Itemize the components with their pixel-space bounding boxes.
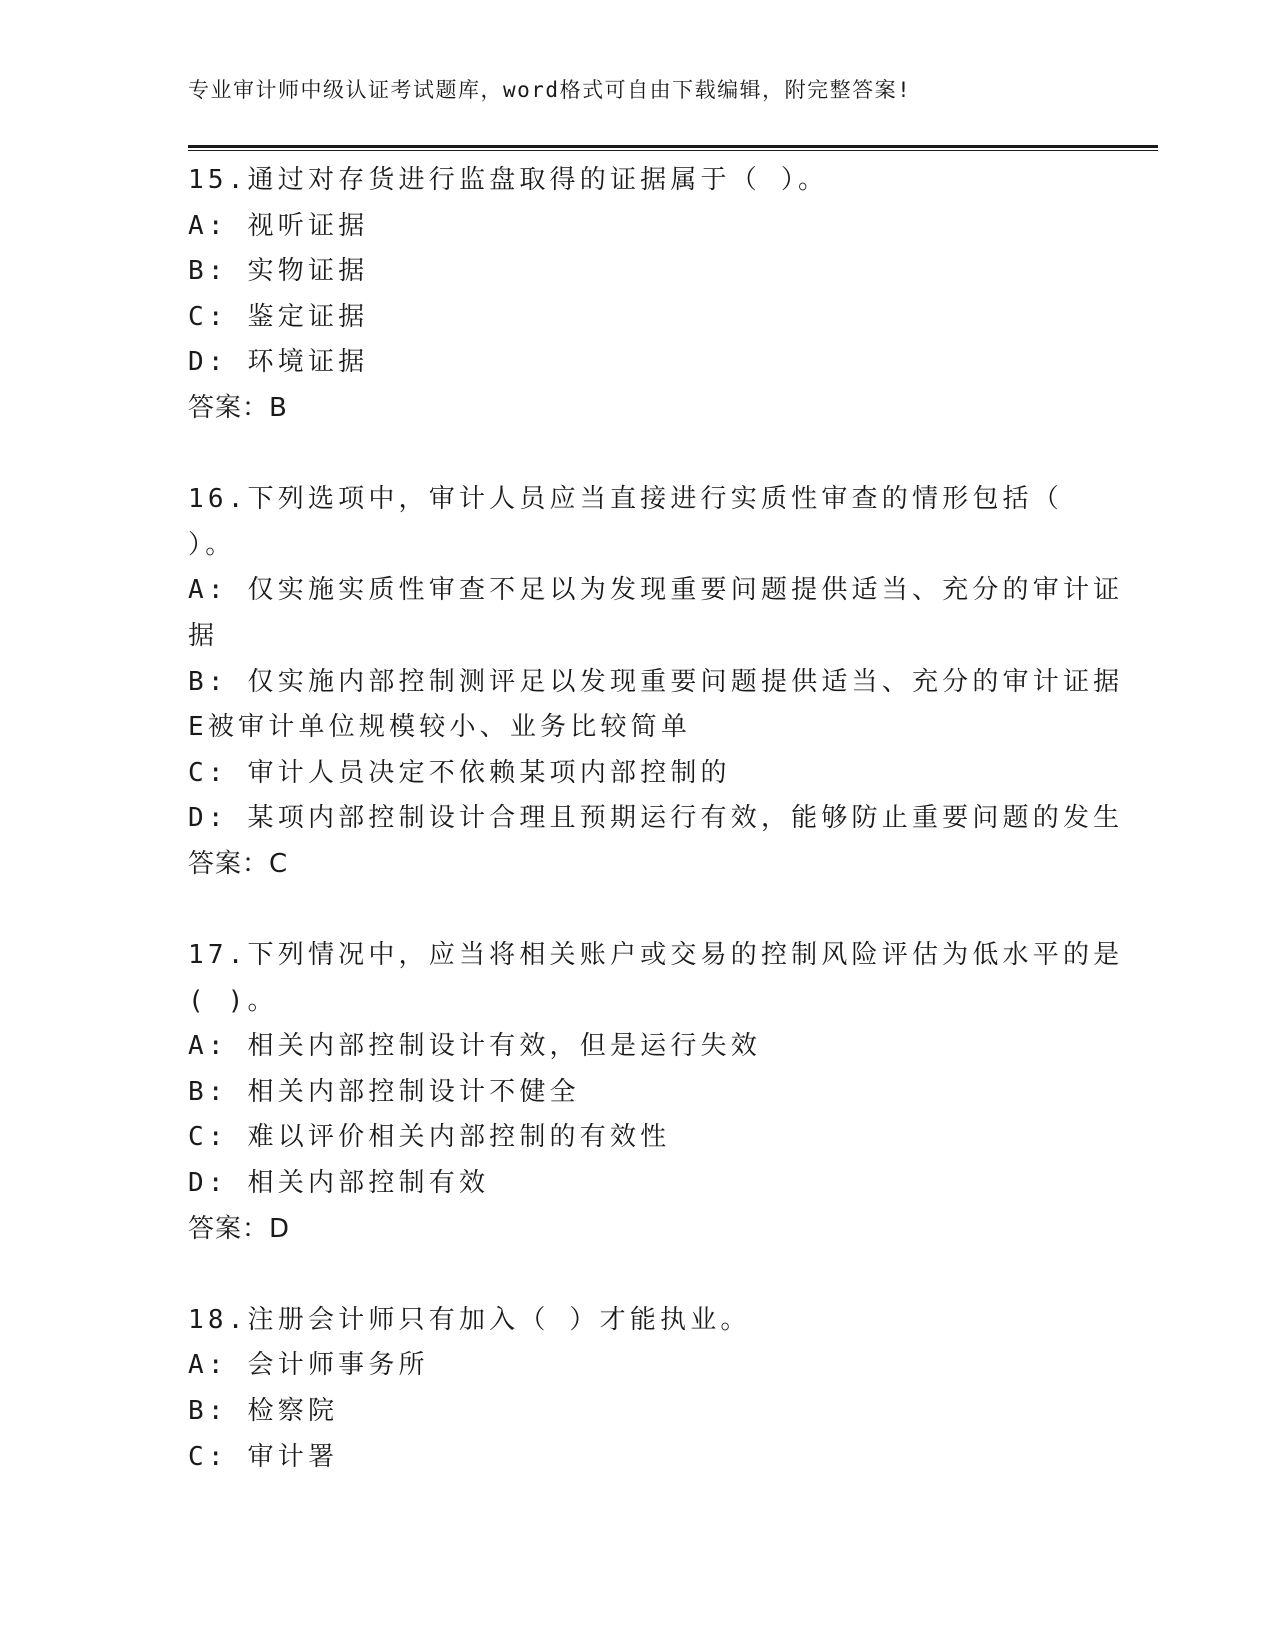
question-spacer <box>188 1252 1088 1298</box>
answer-option: A: 会计师事务所 <box>188 1350 429 1381</box>
question-block <box>188 477 1124 887</box>
answer-option: B: 实物证据 <box>188 256 369 287</box>
question-stem: 17.下列情况中，应当将相关账户或交易的控制风险评估为低水平的是 <box>188 940 1124 971</box>
answer-key: 答案：C <box>188 848 289 879</box>
question-block <box>188 1298 1088 1480</box>
answer-option: A: 仅实施实质性审查不足以为发现重要问题提供适当、充分的审计证 <box>188 575 1124 606</box>
page-header: 专业审计师中级认证考试题库，word格式可自由下载编辑，附完整答案! <box>188 78 912 102</box>
header-rule-thin <box>188 150 1158 151</box>
answer-option: B: 相关内部控制设计不健全 <box>188 1076 580 1107</box>
question-block <box>188 933 1124 1252</box>
answer-option: C: 鉴定证据 <box>188 301 369 332</box>
answer-option: B: 仅实施内部控制测评足以发现重要问题提供适当、充分的审计证据 <box>188 666 1124 697</box>
answer-option: A: 视听证据 <box>188 210 369 241</box>
question-stem: 15.通过对存货进行监盘取得的证据属于（ ）。 <box>188 165 829 195</box>
answer-key: 答案：B <box>188 392 288 423</box>
answer-option: C: 审计人员决定不依赖某项内部控制的 <box>188 757 731 788</box>
question-spacer <box>188 432 1088 478</box>
question-stem: ( )。 <box>188 985 278 1016</box>
answer-option: B: 检察院 <box>188 1396 339 1427</box>
question-stem: 16.下列选项中，审计人员应当直接进行实质性审查的情形包括（ <box>188 484 1063 515</box>
answer-option: 据 <box>188 620 219 651</box>
question-spacer <box>188 888 1088 934</box>
question-list <box>188 158 1124 1480</box>
header-rule-thick <box>188 145 1158 148</box>
question-block <box>188 158 1088 432</box>
answer-option: E被审计单位规模较小、业务比较简单 <box>188 712 692 743</box>
question-stem: 18.注册会计师只有加入（ ）才能执业。 <box>188 1304 751 1335</box>
answer-option: D: 环境证据 <box>188 347 369 378</box>
answer-option: A: 相关内部控制设计有效，但是运行失效 <box>188 1031 761 1062</box>
answer-key: 答案：D <box>188 1213 291 1244</box>
answer-option: C: 难以评价相关内部控制的有效性 <box>188 1122 671 1153</box>
answer-option: C: 审计署 <box>188 1441 339 1472</box>
question-stem: ）。 <box>188 529 236 560</box>
answer-option: D: 某项内部控制设计合理且预期运行有效，能够防止重要问题的发生 <box>188 803 1124 834</box>
answer-option: D: 相关内部控制有效 <box>188 1168 490 1199</box>
